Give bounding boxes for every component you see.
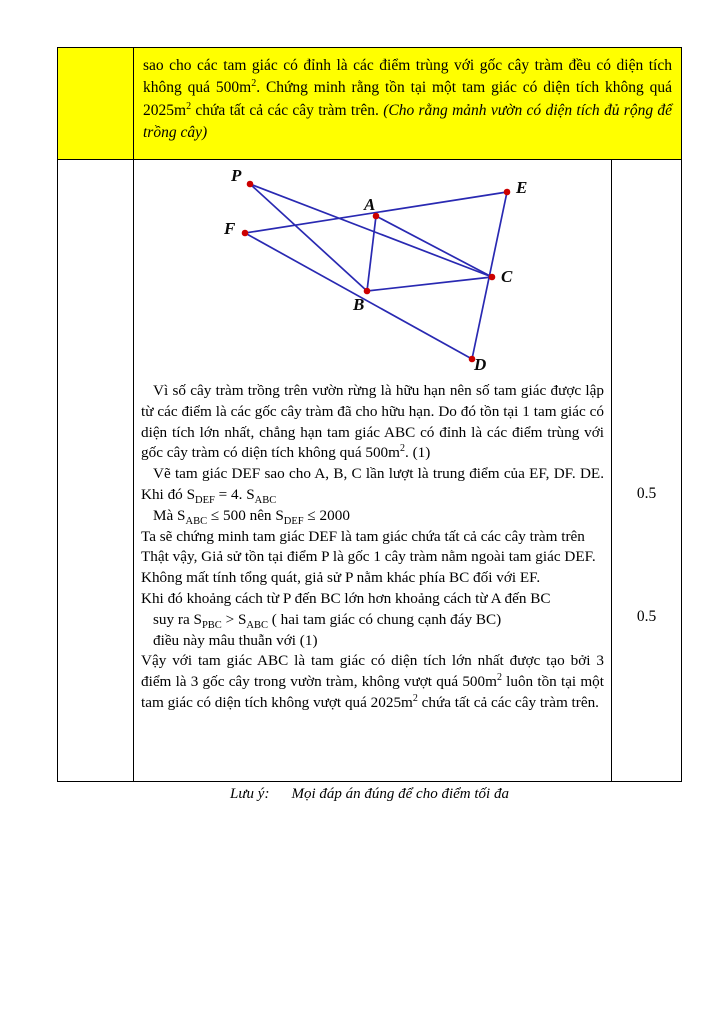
- figure-segment-PB: [250, 184, 367, 291]
- score-value: 0.5: [636, 608, 657, 625]
- figure-label-P: P: [231, 166, 242, 185]
- figure-segment-AC: [376, 216, 492, 277]
- solution-row: [58, 160, 681, 781]
- problem-left-cell: [58, 48, 134, 159]
- figure-point-C: [489, 274, 496, 281]
- figure-segment-AB: [367, 216, 376, 291]
- answer-table: [57, 47, 682, 782]
- solution-paragraph: Không mất tính tổng quát, giả sử P nằm khác phía BC đối với EF.: [141, 569, 541, 587]
- figure-point-F: [242, 230, 249, 237]
- score-cell: [611, 160, 681, 781]
- figure-label-C: C: [501, 267, 513, 286]
- figure-label-F: F: [224, 219, 236, 238]
- figure-label-A: A: [364, 195, 376, 214]
- figure-point-B: [364, 288, 371, 295]
- figure-segment-BC: [367, 277, 492, 291]
- solution-paragraph: Vẽ tam giác DEF sao cho A, B, C lần lượt là trung điểm của EF, DF. DE. Khi đó $S_{DEF} = 4$. $S_{ABC}$: [141, 465, 604, 507]
- solution-paragraph: suy ra $S_{PBC} > S_{ABC}$ ( hai tam giác có chung cạnh đáy BC): [153, 610, 502, 631]
- figure-point-P: [247, 181, 254, 188]
- score-value: 0.5: [636, 485, 657, 502]
- problem-statement-text: sao cho các tam giác có đỉnh là các điểm trùng với gốc cây tràm đều có diện tích không quá $500m^2$. Chứng minh rằng tồn tại một tam giác có diện tích không quá $2025m^2$ chứa tất cả các cây tràm trên. (Cho rằng mảnh vườn có diện tích đủ rộng để trồng cây): [143, 57, 673, 141]
- solution-paragraph: Vậy với tam giác ABC là tam giác có diện tích lớn nhất được tạo bởi 3 điểm là 3 gốc cây trong vườn tràm, không vượt quá $500m^2$ luôn tồn tại một tam giác có diện tích không vượt quá $2025m^2$ chứa tất cả các cây tràm trên.: [141, 652, 604, 711]
- solution-left-cell: [58, 160, 134, 781]
- solution-main-cell: [134, 160, 611, 781]
- solution-paragraph: Khi đó khoảng cách từ P đến BC lớn hơn khoảng cách từ A đến BC: [141, 589, 551, 607]
- problem-statement-cell: [134, 48, 681, 159]
- solution-text: [134, 381, 611, 714]
- figure-point-E: [504, 189, 511, 196]
- solution-paragraph: Ta sẽ chứng minh tam giác DEF là tam giác chứa tất cả các cây tràm trên: [141, 527, 585, 545]
- figure-label-E: E: [516, 178, 528, 197]
- solution-paragraph: Mà $S_{ABC} \le 500$ nên $S_{DEF} \le 2000$: [153, 506, 350, 527]
- figure-label-B: B: [353, 295, 365, 314]
- figure-segment-FE: [245, 192, 507, 233]
- geometry-figure: [134, 165, 611, 381]
- solution-paragraph: Vì số cây tràm trồng trên vườn rừng là hữu hạn nên số tam giác được lập từ các điểm là các gốc cây tràm đã cho hữu hạn. Do đó tồn tại 1 tam giác có diện tích lớn nhất, chẳng hạn tam giác ABC có đỉnh là các điểm trùng với gốc cây tràm có diện tích không quá $500m^2$. (1): [141, 382, 604, 462]
- geometry-figure-svg: [134, 165, 611, 381]
- footer-note-text: Mọi đáp án đúng để cho điểm tối đa: [291, 786, 509, 802]
- solution-paragraph: Thật vậy, Giả sử tồn tại điểm P là gốc 1 cây tràm nằm ngoài tam giác DEF.: [141, 548, 596, 566]
- footer-note-label: Lưu ý:: [230, 786, 270, 802]
- solution-paragraph: điều này mâu thuẫn với (1): [153, 631, 318, 649]
- footer-note: [57, 786, 682, 803]
- figure-label-D: D: [474, 355, 487, 374]
- problem-row: [58, 48, 681, 160]
